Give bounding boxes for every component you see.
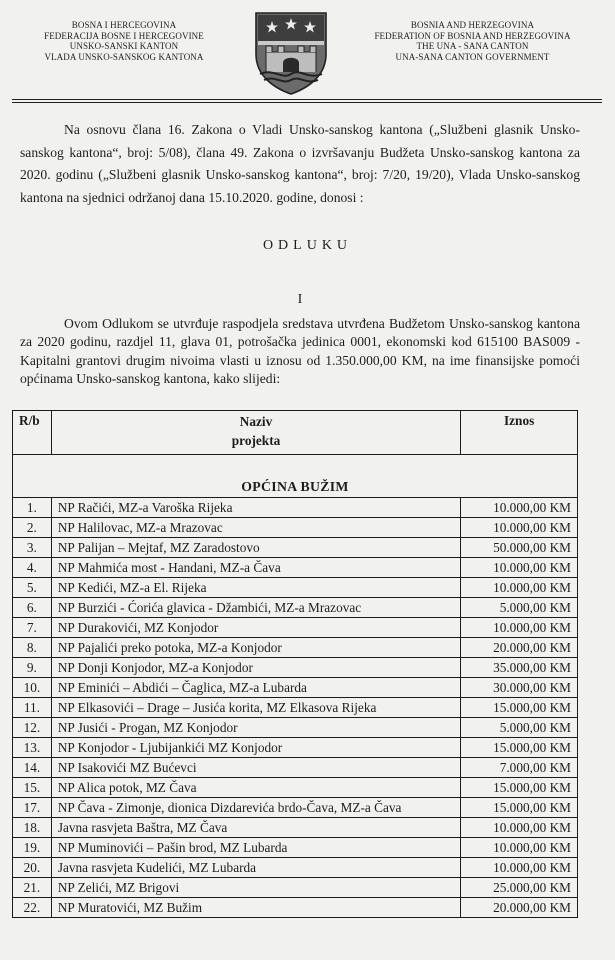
project-amount: 20.000,00 KM — [461, 898, 578, 918]
table-row — [13, 818, 578, 838]
table-row — [13, 698, 578, 718]
row-number: 2. — [13, 518, 52, 538]
project-name: NP Alica potok, MZ Čava — [51, 778, 460, 798]
project-name: NP Donji Konjodor, MZ-a Konjodor — [51, 658, 460, 678]
project-amount: 10.000,00 KM — [461, 518, 578, 538]
project-amount: 25.000,00 KM — [461, 878, 578, 898]
project-amount: 10.000,00 KM — [461, 578, 578, 598]
project-name: NP Muminovići – Pašin brod, MZ Lubarda — [51, 838, 460, 858]
column-header-amount: Iznos — [461, 411, 578, 455]
header-left-line: UNSKO-SANSKI KANTON — [69, 41, 179, 51]
project-name: NP Mahmića most - Handani, MZ-a Čava — [51, 558, 460, 578]
project-amount: 10.000,00 KM — [461, 818, 578, 838]
header-right-line: FEDERATION OF BOSNIA AND HERZEGOVINA — [374, 30, 571, 41]
coat-of-arms-icon — [252, 10, 330, 96]
table-row — [13, 638, 578, 658]
row-number: 14. — [13, 758, 52, 778]
row-number: 15. — [13, 778, 52, 798]
row-number: 9. — [13, 658, 52, 678]
header-right — [355, 20, 590, 62]
row-number: 8. — [13, 638, 52, 658]
table-row — [13, 858, 578, 878]
header-right-line: UNA-SANA CANTON GOVERNMENT — [395, 51, 550, 62]
header-left — [24, 20, 224, 62]
row-number: 5. — [13, 578, 52, 598]
table-row — [13, 578, 578, 598]
project-amount: 10.000,00 KM — [461, 558, 578, 578]
project-name: NP Muratovići, MZ Bužim — [51, 898, 460, 918]
project-name: NP Durakovići, MZ Konjodor — [51, 618, 460, 638]
section-number: I — [297, 292, 303, 307]
table-row — [13, 658, 578, 678]
header-right-line: BOSNIA AND HERZEGOVINA — [410, 20, 535, 30]
header-divider — [12, 102, 602, 103]
project-name: NP Eminići – Abdići – Čaglica, MZ-a Lubarda — [51, 678, 460, 698]
row-number: 21. — [13, 878, 52, 898]
row-number: 20. — [13, 858, 52, 878]
table-row — [13, 838, 578, 858]
row-number: 3. — [13, 538, 52, 558]
table-row — [13, 518, 578, 538]
row-number: 4. — [13, 558, 52, 578]
project-name: Javna rasvjeta Kudelići, MZ Lubarda — [51, 858, 460, 878]
project-amount: 15.000,00 KM — [461, 738, 578, 758]
table-row — [13, 678, 578, 698]
header-divider — [12, 99, 602, 100]
project-amount: 50.000,00 KM — [461, 538, 578, 558]
project-amount: 10.000,00 KM — [461, 618, 578, 638]
project-name: NP Konjodor - Ljubijankići MZ Konjodor — [51, 738, 460, 758]
column-header-name-line: Naziv — [239, 414, 273, 429]
project-name: NP Elkasovići – Drage – Jusića korita, MZ Elkasova Rijeka — [51, 698, 460, 718]
project-amount: 15.000,00 KM — [461, 698, 578, 718]
project-amount: 5.000,00 KM — [461, 718, 578, 738]
table-row — [13, 758, 578, 778]
table-row — [13, 598, 578, 618]
section-row — [13, 455, 578, 498]
project-amount: 35.000,00 KM — [461, 658, 578, 678]
project-name: NP Palijan – Mejtaf, MZ Zaradostovo — [51, 538, 460, 558]
table-row — [13, 618, 578, 638]
table-row — [13, 738, 578, 758]
row-number: 6. — [13, 598, 52, 618]
row-number: 22. — [13, 898, 52, 918]
row-number: 17. — [13, 798, 52, 818]
row-number: 18. — [13, 818, 52, 838]
project-amount: 30.000,00 KM — [461, 678, 578, 698]
table-row — [13, 878, 578, 898]
table-row — [13, 498, 578, 518]
project-name: NP Zelići, MZ Brigovi — [51, 878, 460, 898]
table-row — [13, 778, 578, 798]
project-name: Javna rasvjeta Baštra, MZ Čava — [51, 818, 460, 838]
project-name: NP Halilovac, MZ-a Mrazovac — [51, 518, 460, 538]
project-amount: 7.000,00 KM — [461, 758, 578, 778]
row-number: 11. — [13, 698, 52, 718]
allocation-table — [12, 410, 578, 918]
document-title: ODLUKU — [262, 238, 353, 253]
project-name: NP Čava - Zimonje, dionica Dizdarevića brdo-Čava, MZ-a Čava — [51, 798, 460, 818]
intro-paragraph: Na osnovu člana 16. Zakona o Vladi Unsko-sanskog kantona („Službeni glasnik Unsko-sanskog kantona“, broj: 5/08), člana 49. Zakona o izvršavanju Budžeta Unsko-sanskog kantona za 2020. godinu („Službeni glasnik Unsko-sanskog kantona“, broj: 7/20, 19/20), Vlada Unsko-sanskog kantona na sjednici održanoj dana 15.10.2020. godine, donosi : — [20, 122, 580, 205]
row-number: 12. — [13, 718, 52, 738]
project-name: NP Jusići - Progan, MZ Konjodor — [51, 718, 460, 738]
project-amount: 20.000,00 KM — [461, 638, 578, 658]
header-right-line: THE UNA - SANA CANTON — [416, 41, 529, 51]
project-name: NP Kedići, MZ-a El. Rijeka — [51, 578, 460, 598]
column-header-name — [51, 411, 460, 455]
project-name: NP Burzići - Ćorića glavica - Džambići, MZ-a Mrazovac — [51, 598, 460, 618]
header-left-line: FEDERACIJA BOSNE I HERCEGOVINE — [44, 30, 204, 41]
project-amount: 15.000,00 KM — [461, 778, 578, 798]
table-header-row — [13, 411, 578, 455]
row-number: 7. — [13, 618, 52, 638]
row-number: 10. — [13, 678, 52, 698]
project-amount: 10.000,00 KM — [461, 838, 578, 858]
header-left-line: VLADA UNSKO-SANSKOG KANTONA — [44, 51, 204, 62]
project-name: NP Račići, MZ-a Varoška Rijeka — [51, 498, 460, 518]
table-row — [13, 798, 578, 818]
table-row — [13, 898, 578, 918]
column-header-name-line: projekta — [231, 433, 281, 448]
project-amount: 15.000,00 KM — [461, 798, 578, 818]
section-title: OPĆINA BUŽIM — [13, 455, 578, 498]
row-number: 13. — [13, 738, 52, 758]
table-row — [13, 538, 578, 558]
project-amount: 10.000,00 KM — [461, 858, 578, 878]
column-header-number: R/b — [13, 411, 52, 455]
table-row — [13, 558, 578, 578]
table-row — [13, 718, 578, 738]
header-left-line: BOSNA I HERCEGOVINA — [71, 20, 177, 30]
row-number: 1. — [13, 498, 52, 518]
project-amount: 10.000,00 KM — [461, 498, 578, 518]
row-number: 19. — [13, 838, 52, 858]
project-name: NP Isakovići MZ Bućevci — [51, 758, 460, 778]
project-amount: 5.000,00 KM — [461, 598, 578, 618]
project-name: NP Pajalići preko potoka, MZ-a Konjodor — [51, 638, 460, 658]
decision-paragraph: Ovom Odlukom se utvrđuje raspodjela sredstava utvrđena Budžetom Unsko-sanskog kantona za 2020 godinu, razdjel 11, glava 01, potrošačka jedinica 0001, ekonomski kod 615100 BAS009 - Kapitalni grantovi drugim nivoima vlasti u iznosu od 1.350.000,00 KM, na ime finansijske pomoći općinama Unsko-sanskog kantona, kako slijedi: — [20, 316, 580, 387]
